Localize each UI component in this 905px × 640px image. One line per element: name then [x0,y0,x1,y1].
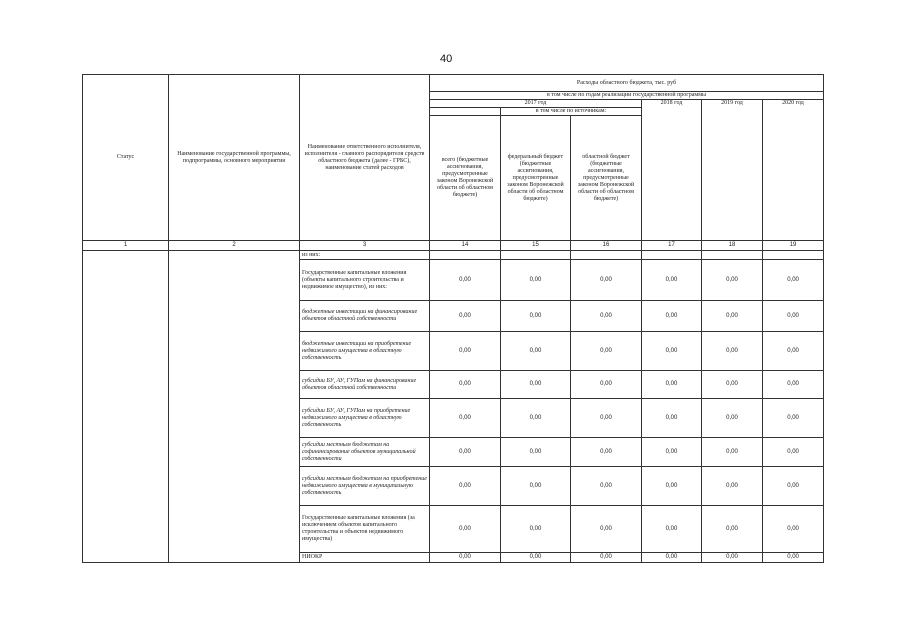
value-cell: 0,00 [702,399,763,438]
value-cell: 0,00 [571,506,642,553]
value-cell: 0,00 [763,399,824,438]
row-label: из них: [300,251,430,260]
value-cell: 0,00 [642,553,702,563]
value-cell: 0,00 [702,438,763,467]
column-number: 16 [571,241,642,251]
column-number: 14 [430,241,501,251]
row-label: бюджетные инвестиции на финансирование объектов областной собственности [300,301,430,332]
column-number: 18 [702,241,763,251]
value-cell [642,251,702,260]
value-cell: 0,00 [430,332,501,371]
value-cell: 0,00 [642,260,702,301]
column-number: 15 [501,241,571,251]
value-cell: 0,00 [501,438,571,467]
row-label: бюджетные инвестиции на приобретение недвижимого имущества в областную собственность [300,332,430,371]
row-label: НИОКР [300,553,430,563]
value-cell: 0,00 [642,438,702,467]
header-by-sources: в том числе по источникам: [501,108,642,116]
value-cell: 0,00 [702,371,763,399]
value-cell: 0,00 [501,506,571,553]
value-cell: 0,00 [702,301,763,332]
header-by-years: в том числе по годам реализации государственной программы [430,92,824,100]
value-cell: 0,00 [702,553,763,563]
header-status: Статус [83,75,169,241]
value-cell: 0,00 [763,260,824,301]
value-cell: 0,00 [642,371,702,399]
value-cell: 0,00 [430,506,501,553]
value-cell: 0,00 [501,332,571,371]
header-year-2019: 2019 год [702,100,763,241]
value-cell: 0,00 [702,506,763,553]
value-cell: 0,00 [571,371,642,399]
column-number: 17 [642,241,702,251]
value-cell: 0,00 [430,399,501,438]
value-cell: 0,00 [702,467,763,506]
value-cell [571,251,642,260]
column-number: 3 [300,241,430,251]
value-cell: 0,00 [501,301,571,332]
value-cell [430,251,501,260]
header-federal: федеральный бюджет (бюджетные ассигнования, предусмотренные законом Воронежской области об областном бюджете) [501,116,571,241]
row-label: субсидии БУ, АУ, ГУПам на финансирование объектов областной собственности [300,371,430,399]
value-cell: 0,00 [430,467,501,506]
header-total: всего (бюджетные ассигнования, предусмотренные законом Воронежской области об областном бюджете) [430,116,501,241]
value-cell: 0,00 [702,260,763,301]
value-cell: 0,00 [430,301,501,332]
page-number: 40 [440,53,453,65]
value-cell: 0,00 [501,371,571,399]
header-program-name: Наименование государственной программы, подпрограммы, основного мероприятия [169,75,300,241]
value-cell: 0,00 [763,371,824,399]
budget-table [82,74,824,563]
value-cell: 0,00 [763,553,824,563]
value-cell: 0,00 [571,553,642,563]
row-label: Государственные капитальные вложения (за исключением объектов капитального строительства и объектов недвижимого имущества) [300,506,430,553]
value-cell: 0,00 [571,260,642,301]
program-name-cell [169,251,300,563]
column-number: 2 [169,241,300,251]
value-cell: 0,00 [501,467,571,506]
value-cell: 0,00 [763,506,824,553]
value-cell: 0,00 [430,553,501,563]
column-numbers-row [83,241,824,251]
header-expenses-title: Расходы областного бюджета, тыс. руб [430,75,824,92]
header-year-2017: 2017 год [430,100,642,108]
row-label: субсидии местным бюджетам на приобретение недвижимого имущества в муниципальную собственность [300,467,430,506]
value-cell: 0,00 [763,438,824,467]
value-cell: 0,00 [501,260,571,301]
value-cell: 0,00 [642,467,702,506]
header-executor: Наименование ответственного исполнителя, исполнителя - главного распорядителя средств областного бюджета (далее - ГРБС), наименование статей расходов [300,75,430,241]
row-label: субсидии БУ, АУ, ГУПам на приобретение недвижимого имущества в областную собственность [300,399,430,438]
value-cell: 0,00 [571,301,642,332]
value-cell [702,251,763,260]
row-label: субсидии местным бюджетам на софинансирование объектов муниципальной собственности [300,438,430,467]
header-year-2020: 2020 год [763,100,824,241]
column-number: 1 [83,241,169,251]
value-cell: 0,00 [501,553,571,563]
value-cell: 0,00 [763,332,824,371]
value-cell: 0,00 [571,399,642,438]
value-cell: 0,00 [571,467,642,506]
value-cell: 0,00 [642,506,702,553]
header-regional: областной бюджет (бюджетные ассигнования, предусмотренные законом Воронежской области об областном бюджете) [571,116,642,241]
column-number: 19 [763,241,824,251]
header-year-2018: 2018 год [642,100,702,241]
value-cell [501,251,571,260]
value-cell: 0,00 [501,399,571,438]
value-cell: 0,00 [571,438,642,467]
value-cell: 0,00 [642,332,702,371]
value-cell: 0,00 [430,371,501,399]
value-cell: 0,00 [763,467,824,506]
value-cell: 0,00 [702,332,763,371]
row-label: Государственные капитальные вложения (объекты капитального строительства и недвижимое имущество), из них: [300,260,430,301]
value-cell: 0,00 [642,399,702,438]
value-cell: 0,00 [763,301,824,332]
value-cell: 0,00 [571,332,642,371]
status-cell [83,251,169,563]
value-cell: 0,00 [642,301,702,332]
table-row [83,251,824,260]
value-cell: 0,00 [430,438,501,467]
value-cell [763,251,824,260]
value-cell: 0,00 [430,260,501,301]
